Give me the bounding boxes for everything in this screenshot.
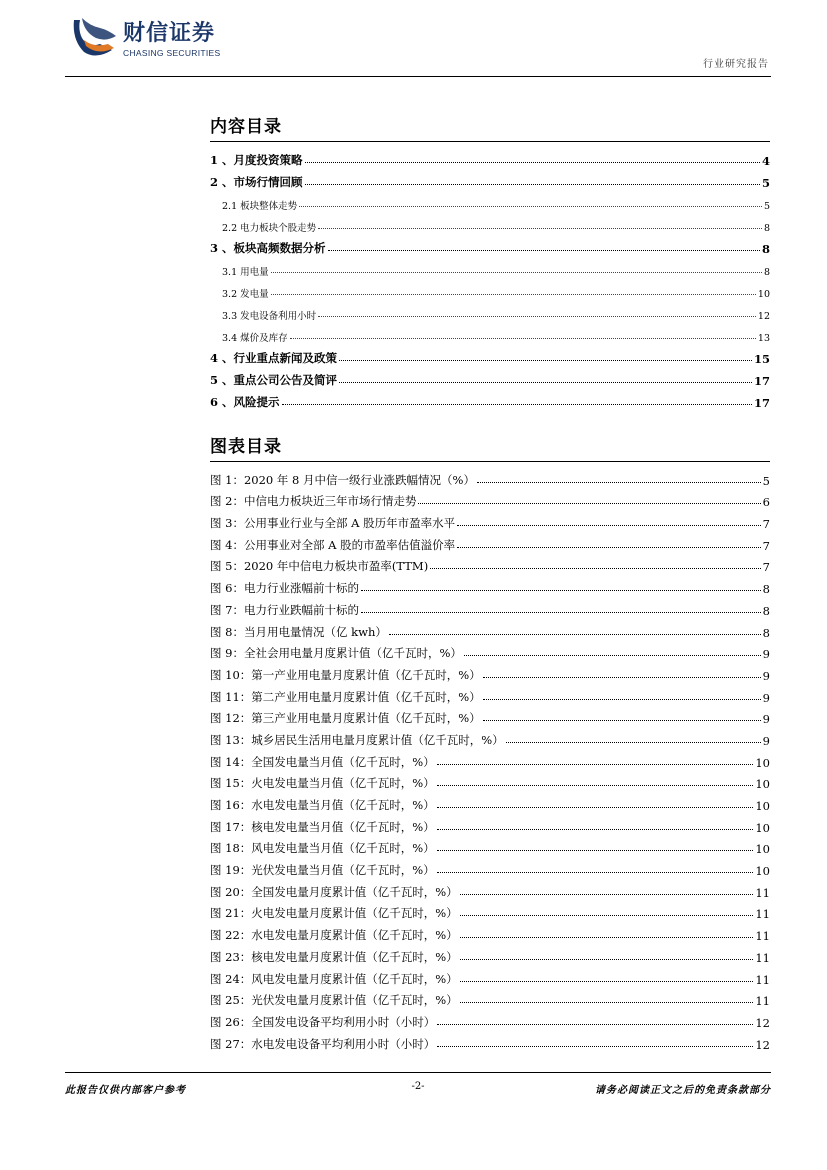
dot-leader — [339, 360, 752, 361]
figure-entry-page: 8 — [762, 603, 770, 618]
figure-entry[interactable] — [210, 813, 770, 835]
dot-leader — [506, 742, 761, 743]
dot-leader — [361, 590, 761, 591]
toc-subentry[interactable] — [210, 322, 770, 344]
figure-entry-label: 图 17：核电发电量当月值（亿千瓦时，%） — [210, 819, 435, 834]
toc-entry-label: 3.1 用电量 — [222, 267, 269, 278]
figure-entry[interactable] — [210, 1008, 770, 1030]
toc-entry-label: 2.2 电力板块个股走势 — [222, 223, 317, 234]
figure-entry-page: 11 — [755, 907, 770, 922]
figure-entry-page: 11 — [755, 972, 770, 987]
table-of-contents — [210, 146, 770, 410]
dot-leader — [437, 785, 754, 786]
toc-entry-page: 8 — [763, 223, 770, 234]
figure-entry[interactable] — [210, 856, 770, 878]
dot-leader — [437, 764, 754, 765]
brand — [123, 16, 221, 58]
dot-leader — [460, 1002, 754, 1003]
dot-leader — [437, 1046, 753, 1047]
toc-entry-page: 12 — [757, 311, 770, 322]
dot-leader — [299, 206, 762, 207]
toc-entry-label: 1 、月度投资策略 — [210, 153, 303, 167]
toc-entry-page: 5 — [763, 201, 770, 212]
toc-entry-page: 4 — [761, 154, 770, 168]
figure-entry[interactable] — [210, 574, 770, 596]
toc-subentry[interactable] — [210, 190, 770, 212]
figure-entry-label: 图 25：光伏发电量月度累计值（亿千瓦时，%） — [210, 993, 458, 1008]
toc-entry-page: 8 — [761, 242, 770, 256]
figure-entry-page: 10 — [755, 777, 770, 792]
toc-entry-label: 3.4 煤价及库存 — [222, 333, 288, 344]
report-type: 行业研究报告 — [703, 59, 769, 70]
toc-entry[interactable] — [210, 344, 770, 366]
figure-entry-label: 图 22：水电发电量月度累计值（亿千瓦时，%） — [210, 928, 458, 943]
figure-entry[interactable] — [210, 488, 770, 510]
figure-entry-label: 图 18：风电发电量当月值（亿千瓦时，%） — [210, 841, 435, 856]
figure-entry[interactable] — [210, 661, 770, 683]
dot-leader — [464, 655, 761, 656]
toc-entry-page: 5 — [761, 176, 770, 190]
figure-entry[interactable] — [210, 683, 770, 705]
dot-leader — [437, 872, 754, 873]
figure-entry-page: 11 — [755, 994, 770, 1009]
figure-entry[interactable] — [210, 878, 770, 900]
figure-entry[interactable] — [210, 748, 770, 770]
figure-entry-label: 图 27：水电发电设备平均利用小时（小时） — [210, 1036, 436, 1051]
figure-entry-page: 9 — [762, 690, 770, 705]
toc-entry-page: 13 — [757, 333, 770, 344]
figure-entry-label: 图 13：城乡居民生活用电量月度累计值（亿千瓦时，%） — [210, 732, 504, 747]
figure-entry[interactable] — [210, 770, 770, 792]
dot-leader — [457, 525, 761, 526]
dot-leader — [290, 338, 756, 339]
dot-leader — [437, 807, 754, 808]
toc-entry[interactable] — [210, 146, 770, 168]
list-of-figures — [210, 466, 770, 1052]
dot-leader — [460, 915, 754, 916]
figure-entry-label: 图 7：电力行业跌幅前十标的 — [210, 602, 359, 617]
figure-entry-page: 9 — [762, 733, 770, 748]
figure-entry-page: 12 — [755, 1015, 770, 1030]
dot-leader — [271, 294, 756, 295]
toc-entry-label: 3.3 发电设备利用小时 — [222, 311, 317, 322]
figure-entry[interactable] — [210, 596, 770, 618]
toc-subentry[interactable] — [210, 300, 770, 322]
toc-entry-page: 17 — [753, 396, 770, 410]
figure-entry[interactable] — [210, 943, 770, 965]
figure-entry-label: 图 6：电力行业涨幅前十标的 — [210, 581, 359, 596]
dot-leader — [460, 937, 754, 938]
figure-entry-page: 11 — [755, 929, 770, 944]
toc-title: 内容目录 — [210, 117, 282, 137]
company-logo-icon — [70, 14, 118, 58]
figure-entry-label: 图 15：火电发电量当月值（亿千瓦时，%） — [210, 776, 435, 791]
figure-entry-label: 图 1：2020 年 8 月中信一级行业涨跌幅情况（%） — [210, 472, 475, 487]
figure-entry-page: 9 — [762, 712, 770, 727]
figure-entry-page: 7 — [762, 560, 770, 575]
dot-leader — [305, 184, 760, 185]
toc-subentry[interactable] — [210, 212, 770, 234]
dot-leader — [483, 720, 761, 721]
dot-leader — [361, 612, 761, 613]
figure-entry[interactable] — [210, 791, 770, 813]
toc-entry[interactable] — [210, 168, 770, 190]
dot-leader — [437, 850, 754, 851]
figure-entry-page: 8 — [762, 625, 770, 640]
toc-entry-label: 5 、重点公司公告及简评 — [210, 373, 338, 387]
dot-leader — [271, 272, 762, 273]
toc-entry-page: 17 — [753, 374, 770, 388]
figure-entry[interactable] — [210, 705, 770, 727]
dot-leader — [418, 503, 760, 504]
figure-entry-page: 9 — [762, 647, 770, 662]
figure-entry[interactable] — [210, 835, 770, 857]
toc-subentry[interactable] — [210, 256, 770, 278]
figure-entry-label: 图 3：公用事业行业与全部 A 股历年市盈率水平 — [210, 516, 456, 531]
figure-entry-page: 10 — [755, 842, 770, 857]
page-footer — [65, 1072, 771, 1097]
figure-entry[interactable] — [210, 618, 770, 640]
toc-entry[interactable] — [210, 388, 770, 410]
figure-entry-page: 10 — [755, 820, 770, 835]
dot-leader — [457, 547, 761, 548]
figure-entry-label: 图 12：第三产业用电量月度累计值（亿千瓦时，%） — [210, 711, 481, 726]
dot-leader — [460, 981, 754, 982]
dot-leader — [430, 568, 760, 569]
figure-entry-label: 图 19：光伏发电量当月值（亿千瓦时，%） — [210, 863, 435, 878]
toc-divider — [210, 141, 770, 142]
figure-entry[interactable] — [210, 466, 770, 488]
toc-entry[interactable] — [210, 234, 770, 256]
figure-entry-label: 图 26：全国发电设备平均利用小时（小时） — [210, 1014, 436, 1029]
toc-entry-label: 4 、行业重点新闻及政策 — [210, 351, 338, 365]
figure-entry[interactable] — [210, 553, 770, 575]
dot-leader — [477, 482, 761, 483]
dot-leader — [389, 634, 761, 635]
figure-entry[interactable] — [210, 726, 770, 748]
footer-terms-notice: 请务必阅读正文之后的免责条款部分 — [595, 1085, 771, 1096]
figure-entry-label: 图 14：全国发电量当月值（亿千瓦时，%） — [210, 754, 435, 769]
figure-entry-label: 图 24：风电发电量月度累计值（亿千瓦时，%） — [210, 971, 458, 986]
toc-entry-label: 3 、板块高频数据分析 — [210, 241, 326, 255]
dot-leader — [460, 959, 754, 960]
figure-entry-page: 6 — [762, 495, 770, 510]
figure-entry-page: 7 — [762, 538, 770, 553]
figure-entry[interactable] — [210, 965, 770, 987]
figure-entry[interactable] — [210, 921, 770, 943]
figure-entry-label: 图 21：火电发电量月度累计值（亿千瓦时，%） — [210, 906, 458, 921]
dot-leader — [282, 404, 752, 405]
dot-leader — [483, 699, 761, 700]
page-number: -2- — [411, 1081, 425, 1092]
figure-entry-label: 图 2：中信电力板块近三年市场行情走势 — [210, 494, 417, 509]
dot-leader — [437, 1024, 753, 1025]
toc-entry-label: 2.1 板块整体走势 — [222, 201, 298, 212]
toc-entry-label: 3.2 发电量 — [222, 289, 269, 300]
figure-entry[interactable] — [210, 987, 770, 1009]
dot-leader — [483, 677, 761, 678]
toc-entry-label: 2 、市场行情回顾 — [210, 175, 303, 189]
figure-entry[interactable] — [210, 900, 770, 922]
dot-leader — [318, 228, 762, 229]
figure-entry-page: 7 — [762, 517, 770, 532]
dot-leader — [328, 250, 760, 251]
dot-leader — [339, 382, 752, 383]
figure-entry-page: 11 — [755, 950, 770, 965]
toc-entry-label: 6 、风险提示 — [210, 395, 280, 409]
page-header — [65, 12, 771, 77]
figure-entry-label: 图 23：核电发电量月度累计值（亿千瓦时，%） — [210, 949, 458, 964]
toc-entry[interactable] — [210, 366, 770, 388]
figures-title: 图表目录 — [210, 437, 282, 457]
figure-entry-page: 11 — [755, 885, 770, 900]
dot-leader — [305, 162, 760, 163]
figure-entry-label: 图 11：第二产业用电量月度累计值（亿千瓦时，%） — [210, 689, 481, 704]
figures-divider — [210, 461, 770, 462]
figure-entry[interactable] — [210, 509, 770, 531]
figure-entry-page: 5 — [762, 473, 770, 488]
figure-entry-page: 10 — [755, 799, 770, 813]
dot-leader — [318, 316, 756, 317]
dot-leader — [460, 894, 754, 895]
brand-name-cn: 财信证券 — [123, 21, 216, 46]
figure-entry[interactable] — [210, 1030, 770, 1052]
figure-entry-label: 图 16：水电发电量当月值（亿千瓦时，%） — [210, 798, 435, 812]
figure-entry-label: 图 9：全社会用电量月度累计值（亿千瓦时，%） — [210, 646, 462, 661]
figure-entry-page: 9 — [762, 668, 770, 683]
dot-leader — [437, 829, 754, 830]
toc-entry-page: 10 — [757, 289, 770, 300]
figure-entry[interactable] — [210, 531, 770, 553]
toc-entry-page: 15 — [753, 352, 770, 366]
figure-entry-label: 图 20：全国发电量月度累计值（亿千瓦时，%） — [210, 884, 458, 899]
toc-entry-page: 8 — [763, 267, 770, 278]
figure-entry-page: 10 — [755, 755, 770, 770]
figure-entry-page: 12 — [755, 1037, 770, 1052]
brand-name-en: CHASING SECURITIES — [123, 48, 221, 58]
figure-entry-label: 图 8：当月用电量情况（亿 kwh） — [210, 624, 387, 639]
figure-entry-label: 图 10：第一产业用电量月度累计值（亿千瓦时，%） — [210, 667, 481, 682]
figure-entry-page: 10 — [755, 864, 770, 879]
figure-entry-label: 图 4：公用事业对全部 A 股的市盈率估值溢价率 — [210, 537, 456, 552]
figure-entry-page: 8 — [762, 582, 770, 597]
footer-disclaimer: 此报告仅供内部客户参考 — [65, 1085, 186, 1096]
toc-subentry[interactable] — [210, 278, 770, 300]
figure-entry[interactable] — [210, 640, 770, 662]
figure-entry-label: 图 5：2020 年中信电力板块市盈率(TTM) — [210, 559, 429, 574]
